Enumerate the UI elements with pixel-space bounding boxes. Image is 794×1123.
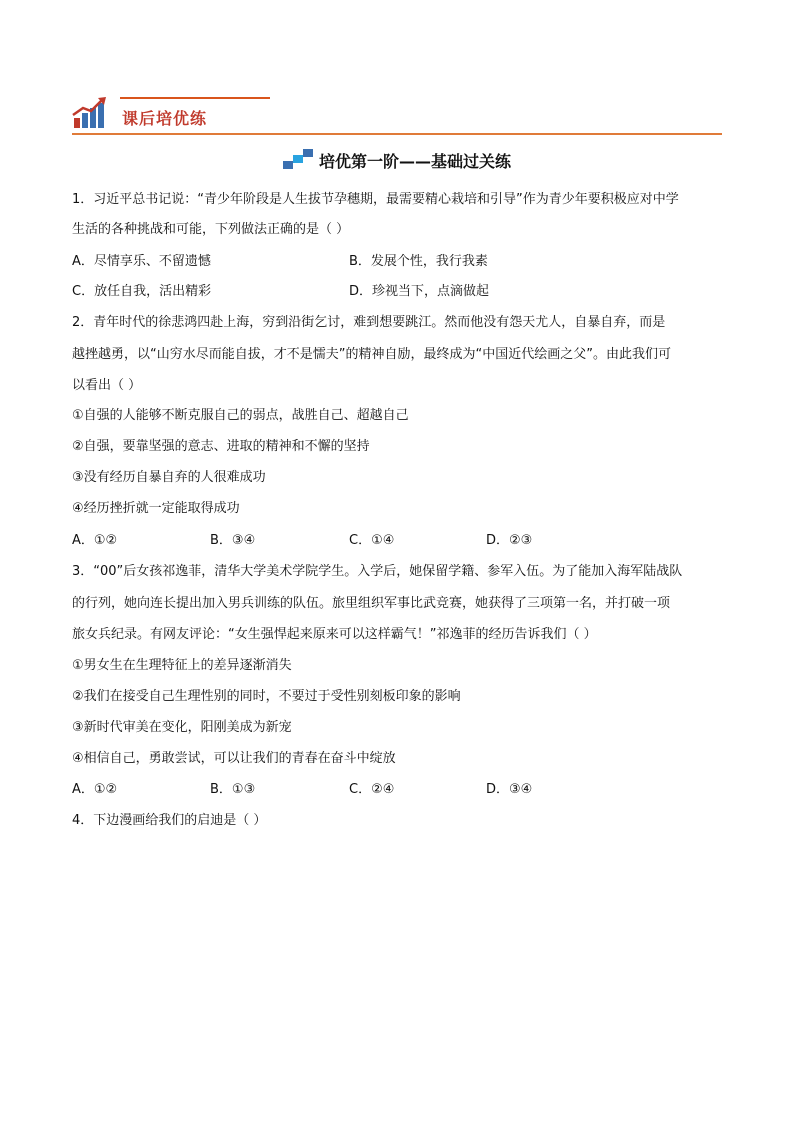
question-3-line-2: 的行列，她向连长提出加入男兵训练的队伍。旅里组织军事比武竞赛，她获得了三项第一名，并打破一项 <box>72 596 671 611</box>
question-4-line-1: 4．下边漫画给我们的启迪是（ ） <box>72 813 267 828</box>
header-title: 课后培优练 <box>122 109 208 128</box>
question-2-line-3: 以看出（ ） <box>72 378 142 393</box>
question-2-line-2: 越挫越勇，以“山穷水尽而能自拔，才不是懦夫”的精神自励，最终成为“中国近代绘画之父”。由此我们可 <box>72 347 671 362</box>
question-2-item-1: ①自强的人能够不断克服自己的弱点，战胜自己、超越自己 <box>72 408 409 423</box>
question-1-line-2: 生活的各种挑战和可能，下列做法正确的是（ ） <box>72 222 350 237</box>
header-divider <box>72 133 722 135</box>
bar-chart-arrow-icon <box>72 96 108 130</box>
question-3-option-b[interactable]: B．①③ <box>210 782 256 797</box>
question-3-option-d[interactable]: D．③④ <box>486 782 533 797</box>
section-title-text: 培优第一阶——基础过关练 <box>318 152 511 171</box>
section-title <box>0 149 794 172</box>
question-3-line-3: 旅女兵纪录。有网友评论：“女生强悍起来原来可以这样霸气！”祁逸菲的经历告诉我们（ ） <box>72 627 597 642</box>
question-3-option-a[interactable]: A．①② <box>72 782 118 797</box>
question-2-option-d[interactable]: D．②③ <box>486 533 533 548</box>
question-1-option-b[interactable]: B．发展个性，我行我素 <box>349 254 488 269</box>
stair-blocks-icon <box>283 149 313 169</box>
question-2-option-a[interactable]: A．①② <box>72 533 118 548</box>
question-3-line-1: 3．“00”后女孩祁逸菲，清华大学美术学院学生。入学后，她保留学籍、参军入伍。为了能加入海军陆战队 <box>72 564 683 579</box>
question-3-item-3: ③新时代审美在变化，阳刚美成为新宠 <box>72 720 292 735</box>
question-3-option-c[interactable]: C．②④ <box>349 782 395 797</box>
page-header <box>72 96 722 136</box>
question-1-option-a[interactable]: A．尽情享乐、不留遗憾 <box>72 254 211 269</box>
question-3-item-2: ②我们在接受自己生理性别的同时，不要过于受性别刻板印象的影响 <box>72 689 461 704</box>
question-1-option-d[interactable]: D．珍视当下，点滴做起 <box>349 284 490 299</box>
question-2-item-3: ③没有经历自暴自弃的人很难成功 <box>72 470 266 485</box>
question-2-line-1: 2．青年时代的徐悲鸿四赴上海，穷到沿街乞讨，难到想要跳江。然而他没有怨天尤人，自暴自弃，而是 <box>72 315 666 330</box>
question-2-item-4: ④经历挫折就一定能取得成功 <box>72 501 240 516</box>
question-1-option-c[interactable]: C．放任自我，活出精彩 <box>72 284 212 299</box>
question-2-option-b[interactable]: B．③④ <box>210 533 256 548</box>
question-1-line-1: 1．习近平总书记说：“青少年阶段是人生拔节孕穗期，最需要精心栽培和引导”作为青少年要积极应对中学 <box>72 192 679 207</box>
question-3-item-1: ①男女生在生理特征上的差异逐渐消失 <box>72 658 292 673</box>
header-accent-rule <box>120 97 270 99</box>
question-3-item-4: ④相信自己，勇敢尝试，可以让我们的青春在奋斗中绽放 <box>72 751 396 766</box>
question-2-option-c[interactable]: C．①④ <box>349 533 395 548</box>
question-2-item-2: ②自强，要靠坚强的意志、进取的精神和不懈的坚持 <box>72 439 370 454</box>
